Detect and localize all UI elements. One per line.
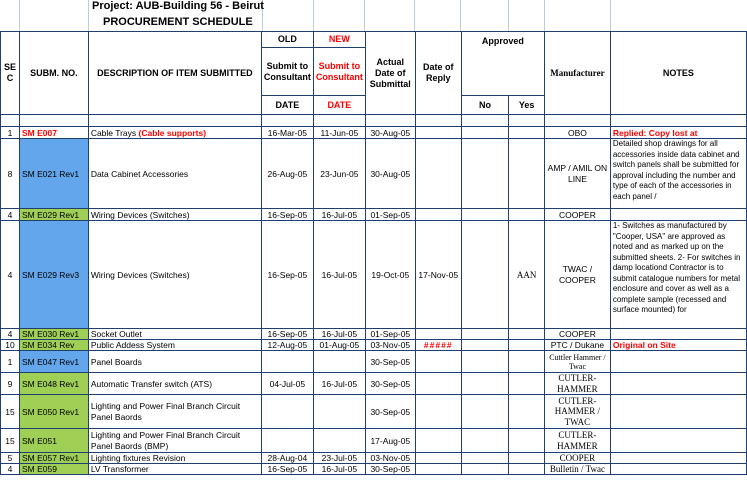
cell-manufacturer[interactable]: TWAC / COOPER <box>544 221 610 329</box>
cell-date-old[interactable]: 16-Mar-05 <box>261 127 313 139</box>
cell-date-new[interactable]: 23-Jul-05 <box>313 453 365 464</box>
cell-subm-no[interactable]: SM E029 Rev3 <box>19 221 88 329</box>
cell-no[interactable] <box>461 127 508 139</box>
cell-sec[interactable]: 5 <box>1 453 20 464</box>
cell-yes[interactable] <box>509 209 545 221</box>
cell-subm-no[interactable]: SM E029 Rev1 <box>19 209 88 221</box>
header-sec: SE C <box>1 32 20 115</box>
cell-actual[interactable]: 17-Aug-05 <box>365 429 415 453</box>
cell-no[interactable] <box>461 221 508 329</box>
header-date-new: DATE <box>313 96 365 115</box>
cell-date-old[interactable]: 28-Aug-04 <box>261 453 313 464</box>
cell-notes[interactable] <box>610 209 746 221</box>
cell-actual[interactable]: 30-Aug-05 <box>365 127 415 139</box>
gridline <box>544 0 545 32</box>
cell-manufacturer[interactable]: CUTLER-HAMMER <box>544 429 610 453</box>
cell-sec[interactable]: 4 <box>1 221 20 329</box>
cell-description[interactable]: Panel Boards <box>88 351 261 373</box>
cell-reply[interactable]: ##### <box>415 340 461 351</box>
cell-no[interactable] <box>461 351 508 373</box>
cell-notes[interactable]: Original on Site <box>610 340 746 351</box>
cell-yes[interactable] <box>509 351 545 373</box>
table-row[interactable] <box>1 329 747 340</box>
cell-sec[interactable]: 10 <box>1 340 20 351</box>
cell-no[interactable] <box>461 373 508 395</box>
cell-yes[interactable] <box>509 139 545 209</box>
cell-no[interactable] <box>461 340 508 351</box>
cell-notes[interactable] <box>610 453 746 464</box>
cell-yes[interactable] <box>509 127 545 139</box>
cell-date-old[interactable]: 16-Sep-05 <box>261 329 313 340</box>
header-submit-old: Submit to Consultant <box>261 48 313 96</box>
cell-date-new[interactable]: 11-Jun-05 <box>313 127 365 139</box>
cell-reply[interactable] <box>415 127 461 139</box>
cell-yes[interactable] <box>509 464 545 475</box>
cell-notes[interactable] <box>610 351 746 373</box>
table-row[interactable] <box>1 453 747 464</box>
cell-date-new[interactable]: 16-Jul-05 <box>313 329 365 340</box>
gridline <box>313 0 314 32</box>
header-actual-date: Actual Date of Submittal <box>365 32 415 115</box>
cell-description[interactable]: Lighting and Power Final Branch Circuit Panel Baords (BMP) <box>88 429 261 453</box>
cell-actual[interactable]: 01-Sep-05 <box>365 209 415 221</box>
cell-sec[interactable]: 15 <box>1 395 20 429</box>
cell-date-old[interactable]: 16-Sep-05 <box>261 209 313 221</box>
gridline <box>364 0 365 32</box>
cell-subm-no[interactable]: SM E051 <box>19 429 88 453</box>
cell-date-old[interactable] <box>261 351 313 373</box>
cell-no[interactable] <box>461 429 508 453</box>
schedule-title: PROCUREMENT SCHEDULE <box>103 16 253 28</box>
cell-date-new[interactable] <box>313 429 365 453</box>
cell-description[interactable]: Wiring Devices (Switches) <box>88 221 261 329</box>
cell-manufacturer[interactable]: OBO <box>544 127 610 139</box>
cell-manufacturer[interactable]: COOPER <box>544 209 610 221</box>
cell-date-new[interactable]: 16-Jul-05 <box>313 464 365 475</box>
cell-description[interactable]: Lighting fixtures Revision <box>88 453 261 464</box>
procurement-table <box>0 31 747 475</box>
table-row[interactable] <box>1 221 747 329</box>
cell-sec[interactable]: 1 <box>1 127 20 139</box>
cell-date-old[interactable]: 26-Aug-05 <box>261 139 313 209</box>
cell-date-old[interactable]: 16-Sep-05 <box>261 464 313 475</box>
cell-description[interactable]: Socket Outlet <box>88 329 261 340</box>
table-row[interactable] <box>1 127 747 139</box>
gridline <box>19 0 20 32</box>
cell-subm-no[interactable]: SM E007 <box>19 127 88 139</box>
cell-manufacturer[interactable]: AMP / AMIL ON LINE <box>544 139 610 209</box>
header-new: NEW <box>313 32 365 48</box>
cell-sec[interactable]: 1 <box>1 351 20 373</box>
cell-sec[interactable]: 4 <box>1 329 20 340</box>
cell-date-old[interactable]: 16-Sep-05 <box>261 221 313 329</box>
cell-actual[interactable]: 30-Sep-05 <box>365 351 415 373</box>
cell-subm-no[interactable]: SM E050 Rev1 <box>19 395 88 429</box>
gridline <box>508 0 509 32</box>
cell-manufacturer[interactable]: PTC / Dukane <box>544 340 610 351</box>
header-yes: Yes <box>509 96 545 115</box>
cell-date-old[interactable] <box>261 429 313 453</box>
table-row[interactable] <box>1 464 747 475</box>
table-row[interactable] <box>1 351 747 373</box>
cell-notes[interactable]: 1- Switches as manufactured by "Cooper, USA" are approved as noted and as marked up on the submitted sheets. 2- For switches in damp locationd Contractor is to submit catalogue numbers for metal enclosure and cover as well as a complete sample (recessed and surface mounted) for <box>610 221 746 329</box>
cell-actual[interactable]: 03-Nov-05 <box>365 453 415 464</box>
cell-subm-no[interactable]: SM E034 Rev <box>19 340 88 351</box>
cell-date-new[interactable]: 16-Jul-05 <box>313 209 365 221</box>
cell-description[interactable]: Lighting and Power Final Branch Circuit Panel Baords <box>88 395 261 429</box>
cell-subm-no[interactable]: SM E047 Rev1 <box>19 351 88 373</box>
cell-date-new[interactable]: 16-Jul-05 <box>313 373 365 395</box>
cell-reply[interactable] <box>415 139 461 209</box>
cell-actual[interactable]: 30-Sep-05 <box>365 373 415 395</box>
header-date-old: DATE <box>261 96 313 115</box>
cell-subm-no[interactable]: SM E048 Rev1 <box>19 373 88 395</box>
cell-description[interactable]: Public Addess System <box>88 340 261 351</box>
table-row[interactable] <box>1 340 747 351</box>
cell-notes[interactable]: Detailed shop drawings for all accessories inside data cabinet and switch panels shall be submitted for approval including the number and type of each of the accessories in each panel / <box>610 139 746 209</box>
cell-no[interactable] <box>461 453 508 464</box>
header-notes: NOTES <box>610 32 746 115</box>
cell-sec[interactable]: 4 <box>1 209 20 221</box>
table-row[interactable] <box>1 373 747 395</box>
header-manufacturer: Manufacturer <box>544 32 610 115</box>
cell-subm-no[interactable]: SM E030 Rev1 <box>19 329 88 340</box>
table-row[interactable] <box>1 429 747 453</box>
gridline <box>88 0 89 32</box>
cell-reply[interactable] <box>415 209 461 221</box>
cell-subm-no[interactable]: SM E021 Rev1 <box>19 139 88 209</box>
table-row[interactable] <box>1 139 747 209</box>
header-date-of-reply: Date of Reply <box>415 32 461 115</box>
gridline <box>460 0 461 32</box>
cell-reply[interactable] <box>415 395 461 429</box>
cell-yes[interactable] <box>509 340 545 351</box>
cell-no[interactable] <box>461 395 508 429</box>
cell-yes[interactable] <box>509 373 545 395</box>
cell-date-old[interactable]: 12-Aug-05 <box>261 340 313 351</box>
table-row[interactable] <box>1 209 747 221</box>
cell-subm-no[interactable]: SM E057 Rev1 <box>19 453 88 464</box>
cell-date-new[interactable] <box>313 395 365 429</box>
cell-reply[interactable]: 17-Nov-05 <box>415 221 461 329</box>
cell-date-new[interactable]: 01-Aug-05 <box>313 340 365 351</box>
cell-yes[interactable] <box>509 453 545 464</box>
cell-description[interactable]: Wiring Devices (Switches) <box>88 209 261 221</box>
cell-notes[interactable] <box>610 373 746 395</box>
cell-reply[interactable] <box>415 351 461 373</box>
project-title: Project: AUB-Building 56 - Beirut <box>92 0 264 12</box>
cell-notes[interactable] <box>610 395 746 429</box>
cell-notes[interactable] <box>610 429 746 453</box>
header-no: No <box>461 96 508 115</box>
spacer-row <box>1 115 747 127</box>
cell-yes[interactable]: AAN <box>509 221 545 329</box>
cell-actual[interactable]: 01-Sep-05 <box>365 329 415 340</box>
cell-yes[interactable] <box>509 429 545 453</box>
cell-no[interactable] <box>461 209 508 221</box>
header-subm-no: SUBM. NO. <box>19 32 88 115</box>
cell-actual[interactable]: 03-Nov-05 <box>365 340 415 351</box>
header-description: DESCRIPTION OF ITEM SUBMITTED <box>88 32 261 115</box>
table-row[interactable] <box>1 395 747 429</box>
cell-notes[interactable]: Replied: Copy lost at <box>610 127 746 139</box>
cell-reply[interactable] <box>415 464 461 475</box>
cell-reply[interactable] <box>415 429 461 453</box>
cell-manufacturer[interactable]: COOPER <box>544 329 610 340</box>
cell-notes[interactable] <box>610 329 746 340</box>
cell-date-old[interactable]: 04-Jul-05 <box>261 373 313 395</box>
cell-yes[interactable] <box>509 395 545 429</box>
cell-description[interactable]: Data Cabinet Accessories <box>88 139 261 209</box>
cell-date-new[interactable]: 23-Jun-05 <box>313 139 365 209</box>
cell-sec[interactable]: 15 <box>1 429 20 453</box>
cell-sec[interactable]: 8 <box>1 139 20 209</box>
cell-reply[interactable] <box>415 453 461 464</box>
cell-manufacturer[interactable]: CUTLER-HAMMER / TWAC <box>544 395 610 429</box>
cell-no[interactable] <box>461 464 508 475</box>
cell-notes[interactable] <box>610 464 746 475</box>
cell-manufacturer[interactable]: CUTLER-HAMMER <box>544 373 610 395</box>
cell-subm-no[interactable]: SM E059 <box>19 464 88 475</box>
cell-date-new[interactable]: 16-Jul-05 <box>313 221 365 329</box>
cell-manufacturer[interactable]: Cuttler Hammer / Twac <box>544 351 610 373</box>
cell-sec[interactable]: 4 <box>1 464 20 475</box>
cell-description[interactable]: LV Transformer <box>88 464 261 475</box>
cell-no[interactable] <box>461 329 508 340</box>
cell-description[interactable]: Automatic Transfer switch (ATS) <box>88 373 261 395</box>
cell-reply[interactable] <box>415 329 461 340</box>
gridline <box>414 0 415 32</box>
cell-no[interactable] <box>461 139 508 209</box>
gridline <box>610 0 611 32</box>
cell-date-old[interactable] <box>261 395 313 429</box>
header-approved: Approved <box>461 32 544 96</box>
cell-description[interactable]: Cable Trays (Cable supports) <box>88 127 261 139</box>
cell-sec[interactable]: 9 <box>1 373 20 395</box>
cell-actual[interactable]: 30-Sep-05 <box>365 395 415 429</box>
cell-manufacturer[interactable]: COOPER <box>544 453 610 464</box>
header-submit-new: Submit to Consultant <box>313 48 365 96</box>
cell-date-new[interactable] <box>313 351 365 373</box>
cell-actual[interactable]: 30-Sep-05 <box>365 464 415 475</box>
cell-yes[interactable] <box>509 329 545 340</box>
cell-actual[interactable]: 30-Aug-05 <box>365 139 415 209</box>
header-old: OLD <box>261 32 313 48</box>
cell-actual[interactable]: 19-Oct-05 <box>365 221 415 329</box>
cell-manufacturer[interactable]: Bulletin / Twac <box>544 464 610 475</box>
cell-reply[interactable] <box>415 373 461 395</box>
